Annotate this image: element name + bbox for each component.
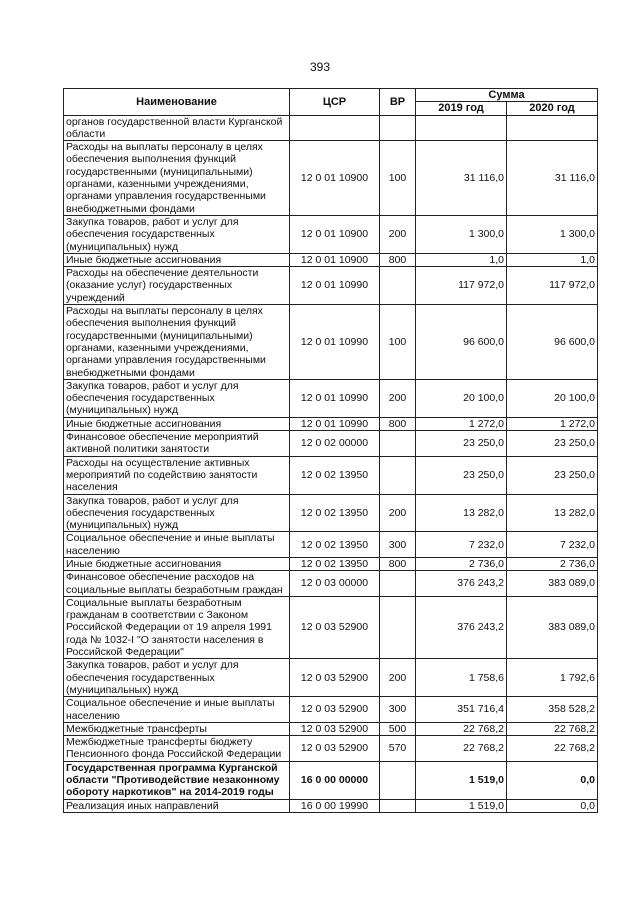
row-2019: 96 600,0 (416, 305, 507, 380)
table-row (64, 431, 598, 457)
row-2019: 13 282,0 (416, 494, 507, 532)
row-2019: 2 736,0 (416, 557, 507, 570)
row-2020: 0,0 (507, 761, 598, 799)
row-2019: 1,0 (416, 253, 507, 266)
row-2020: 31 116,0 (507, 141, 598, 216)
row-name: Социальное обеспечение и иные выплаты населению (64, 697, 290, 723)
row-2020: 22 768,2 (507, 736, 598, 762)
row-csr: 12 0 01 10990 (290, 267, 380, 305)
row-vr: 200 (380, 379, 416, 417)
row-2019: 1 758,6 (416, 659, 507, 697)
row-2020: 13 282,0 (507, 494, 598, 532)
row-vr: 200 (380, 659, 416, 697)
table-row (64, 697, 598, 723)
row-2020: 22 768,2 (507, 722, 598, 735)
row-name: Финансовое обеспечение мероприятий активной политики занятости (64, 431, 290, 457)
row-2019: 1 519,0 (416, 799, 507, 812)
table-row (64, 532, 598, 558)
row-2019: 376 243,2 (416, 571, 507, 597)
row-2019: 20 100,0 (416, 379, 507, 417)
table-row (64, 141, 598, 216)
row-vr: 300 (380, 532, 416, 558)
row-csr: 16 0 00 19990 (290, 799, 380, 812)
row-name: Закупка товаров, работ и услуг для обеспечения государственных (муниципальных) нужд (64, 379, 290, 417)
row-vr: 800 (380, 417, 416, 430)
row-name: Иные бюджетные ассигнования (64, 253, 290, 266)
row-2020 (507, 115, 598, 141)
row-2020: 7 232,0 (507, 532, 598, 558)
row-2020: 0,0 (507, 799, 598, 812)
row-csr: 12 0 03 52900 (290, 596, 380, 658)
row-2019: 351 716,4 (416, 697, 507, 723)
row-name: Расходы на обеспечение деятельности (оказание услуг) государственных учреждений (64, 267, 290, 305)
row-csr: 12 0 03 52900 (290, 722, 380, 735)
row-name: Закупка товаров, работ и услуг для обеспечения государственных (муниципальных) нужд (64, 659, 290, 697)
row-csr (290, 115, 380, 141)
table-row (64, 267, 598, 305)
row-name: Социальные выплаты безработным гражданам в соответствии с Законом Российской Федерации от 19 апреля 1991 года № 1032-I "О занятости населения в Российской Федерации" (64, 596, 290, 658)
row-2019: 1 300,0 (416, 215, 507, 253)
row-2019: 22 768,2 (416, 736, 507, 762)
row-2019: 117 972,0 (416, 267, 507, 305)
row-csr: 12 0 01 10900 (290, 141, 380, 216)
row-name: Социальное обеспечение и иные выплаты населению (64, 532, 290, 558)
table-row (64, 215, 598, 253)
row-2020: 23 250,0 (507, 431, 598, 457)
table-row (64, 305, 598, 380)
row-2020: 1 272,0 (507, 417, 598, 430)
row-name: Межбюджетные трансферты бюджету Пенсионного фонда Российской Федерации (64, 736, 290, 762)
row-name: Расходы на выплаты персоналу в целях обеспечения выполнения функций государственными (муниципальными) органами, казенными учреждениями, органами управления государственными внебюджетными фондами (64, 141, 290, 216)
row-2019: 31 116,0 (416, 141, 507, 216)
row-csr: 12 0 01 10990 (290, 417, 380, 430)
row-csr: 12 0 03 52900 (290, 736, 380, 762)
row-2019 (416, 115, 507, 141)
row-2019: 22 768,2 (416, 722, 507, 735)
row-vr (380, 799, 416, 812)
table-row (64, 253, 598, 266)
row-2019: 23 250,0 (416, 431, 507, 457)
row-name: органов государственной власти Курганской области (64, 115, 290, 141)
budget-table (63, 88, 598, 813)
row-csr: 12 0 02 00000 (290, 431, 380, 457)
row-2020: 20 100,0 (507, 379, 598, 417)
table-row (64, 115, 598, 141)
row-vr (380, 571, 416, 597)
table-row (64, 571, 598, 597)
row-vr: 200 (380, 215, 416, 253)
row-name: Межбюджетные трансферты (64, 722, 290, 735)
row-name: Расходы на выплаты персоналу в целях обеспечения выполнения функций государственными (муниципальными) органами, казенными учреждениями, органами управления государственными внебюджетными фондами (64, 305, 290, 380)
row-2019: 7 232,0 (416, 532, 507, 558)
row-2020: 117 972,0 (507, 267, 598, 305)
row-vr (380, 596, 416, 658)
row-csr: 12 0 02 13950 (290, 494, 380, 532)
row-vr: 100 (380, 305, 416, 380)
row-csr: 12 0 01 10990 (290, 305, 380, 380)
row-2019: 376 243,2 (416, 596, 507, 658)
row-2020: 383 089,0 (507, 596, 598, 658)
row-vr (380, 115, 416, 141)
table-row (64, 456, 598, 494)
row-2020: 2 736,0 (507, 557, 598, 570)
row-csr: 12 0 01 10990 (290, 379, 380, 417)
row-csr: 12 0 02 13950 (290, 532, 380, 558)
row-name: Реализация иных направлений (64, 799, 290, 812)
row-2020: 383 089,0 (507, 571, 598, 597)
row-csr: 12 0 01 10900 (290, 215, 380, 253)
row-vr: 200 (380, 494, 416, 532)
table-row (64, 761, 598, 799)
table-row (64, 417, 598, 430)
row-name: Государственная программа Курганской области "Противодействие незаконному обороту наркотиков" на 2014-2019 годы (64, 761, 290, 799)
row-2020: 358 528,2 (507, 697, 598, 723)
row-vr (380, 761, 416, 799)
row-vr: 100 (380, 141, 416, 216)
row-2020: 1 300,0 (507, 215, 598, 253)
row-name: Закупка товаров, работ и услуг для обеспечения государственных (муниципальных) нужд (64, 215, 290, 253)
row-name: Финансовое обеспечение расходов на социальные выплаты безработным граждан (64, 571, 290, 597)
header-year-2019: 2019 год (416, 102, 507, 115)
table-row (64, 596, 598, 658)
row-name: Расходы на осуществление активных мероприятий по содействию занятости населения (64, 456, 290, 494)
header-year-2020: 2020 год (507, 102, 598, 115)
header-csr: ЦСР (290, 89, 380, 116)
row-2019: 1 519,0 (416, 761, 507, 799)
row-name: Закупка товаров, работ и услуг для обеспечения государственных (муниципальных) нужд (64, 494, 290, 532)
header-name: Наименование (64, 89, 290, 116)
row-vr: 800 (380, 253, 416, 266)
row-csr: 12 0 03 52900 (290, 697, 380, 723)
table-row (64, 799, 598, 812)
row-2020: 96 600,0 (507, 305, 598, 380)
page-number: 393 (309, 60, 331, 74)
row-vr: 800 (380, 557, 416, 570)
table-row (64, 557, 598, 570)
row-vr (380, 456, 416, 494)
row-csr: 12 0 02 13950 (290, 557, 380, 570)
table-row (64, 494, 598, 532)
table-row (64, 659, 598, 697)
row-vr: 300 (380, 697, 416, 723)
row-vr: 570 (380, 736, 416, 762)
table-row (64, 722, 598, 735)
row-csr: 16 0 00 00000 (290, 761, 380, 799)
row-vr (380, 431, 416, 457)
row-2020: 1 792,6 (507, 659, 598, 697)
row-vr (380, 267, 416, 305)
header-sum: Сумма (416, 89, 598, 102)
row-name: Иные бюджетные ассигнования (64, 557, 290, 570)
row-csr: 12 0 03 00000 (290, 571, 380, 597)
table-row (64, 736, 598, 762)
row-2019: 23 250,0 (416, 456, 507, 494)
row-csr: 12 0 02 13950 (290, 456, 380, 494)
row-2019: 1 272,0 (416, 417, 507, 430)
row-2020: 1,0 (507, 253, 598, 266)
row-csr: 12 0 01 10900 (290, 253, 380, 266)
row-name: Иные бюджетные ассигнования (64, 417, 290, 430)
row-2020: 23 250,0 (507, 456, 598, 494)
table-row (64, 379, 598, 417)
header-vr: ВР (380, 89, 416, 116)
row-vr: 500 (380, 722, 416, 735)
row-csr: 12 0 03 52900 (290, 659, 380, 697)
